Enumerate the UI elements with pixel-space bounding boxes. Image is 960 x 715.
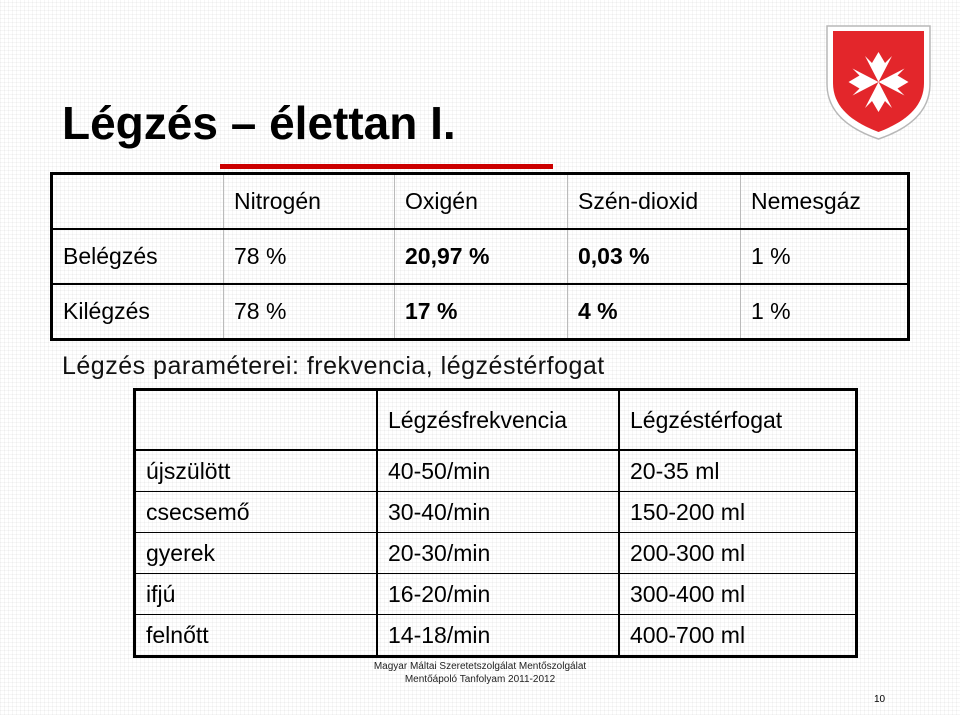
page-number: 10 — [874, 694, 886, 705]
table-cell: 20-35 ml — [619, 450, 857, 492]
table-cell: 4 % — [568, 284, 741, 340]
table-cell: 150-200 ml — [619, 492, 857, 533]
table-cell: 30-40/min — [377, 492, 619, 533]
table-header-row — [52, 174, 909, 230]
row-label: újszülött — [146, 457, 231, 484]
table-cell: 1 % — [741, 229, 909, 284]
row-label: felnőtt — [135, 615, 378, 657]
table-cell: 20-30/min — [377, 533, 619, 574]
table-row — [135, 450, 857, 492]
table-cell: 78 % — [224, 284, 395, 340]
table-row — [52, 284, 909, 340]
table-row — [135, 615, 857, 657]
table-cell: 200-300 ml — [619, 533, 857, 574]
table-cell: 300-400 ml — [619, 574, 857, 615]
row-label: Belégzés — [52, 229, 224, 284]
maltese-cross-shield-icon — [821, 22, 936, 142]
table-row — [135, 533, 857, 574]
accent-bar — [220, 164, 553, 169]
footer-organization: Magyar Máltai Szeretetszolgálat Mentőszolgálat — [373, 661, 587, 672]
table-cell: 20,97 % — [395, 229, 568, 284]
respiration-parameters-table — [133, 388, 858, 658]
table-cell: 400-700 ml — [619, 615, 857, 657]
table-cell: 40-50/min — [377, 450, 619, 492]
header-cell: Nemesgáz — [741, 174, 909, 230]
row-label: gyerek — [135, 533, 378, 574]
header-cell: Oxigén — [395, 174, 568, 230]
slide-title: Légzés – élettan I. — [62, 97, 456, 149]
table-cell: 14-18/min — [377, 615, 619, 657]
header-cell — [52, 174, 224, 230]
table-row — [52, 229, 909, 284]
header-cell: Légzésfrekvencia — [377, 390, 619, 451]
table-row — [135, 574, 857, 615]
table-header-row — [135, 390, 857, 451]
header-cell: Légzéstérfogat — [619, 390, 857, 451]
row-label: ifjú — [135, 574, 378, 615]
footer-course: Mentőápoló Tanfolyam 2011-2012 — [404, 674, 556, 685]
table-cell: 78 % — [224, 229, 395, 284]
section-subtitle: Légzés paraméterei: frekvencia, légzéstérfogat — [62, 352, 605, 380]
row-label: Kilégzés — [52, 284, 224, 340]
gas-composition-table — [50, 172, 910, 341]
table-row — [135, 492, 857, 533]
header-cell: Nitrogén — [224, 174, 395, 230]
table-cell: 1 % — [741, 284, 909, 340]
table-cell: 16-20/min — [377, 574, 619, 615]
table-cell: 17 % — [395, 284, 568, 340]
header-cell: Szén-dioxid — [568, 174, 741, 230]
header-cell — [135, 390, 378, 451]
table-cell: 0,03 % — [568, 229, 741, 284]
row-label: csecsemő — [135, 492, 378, 533]
